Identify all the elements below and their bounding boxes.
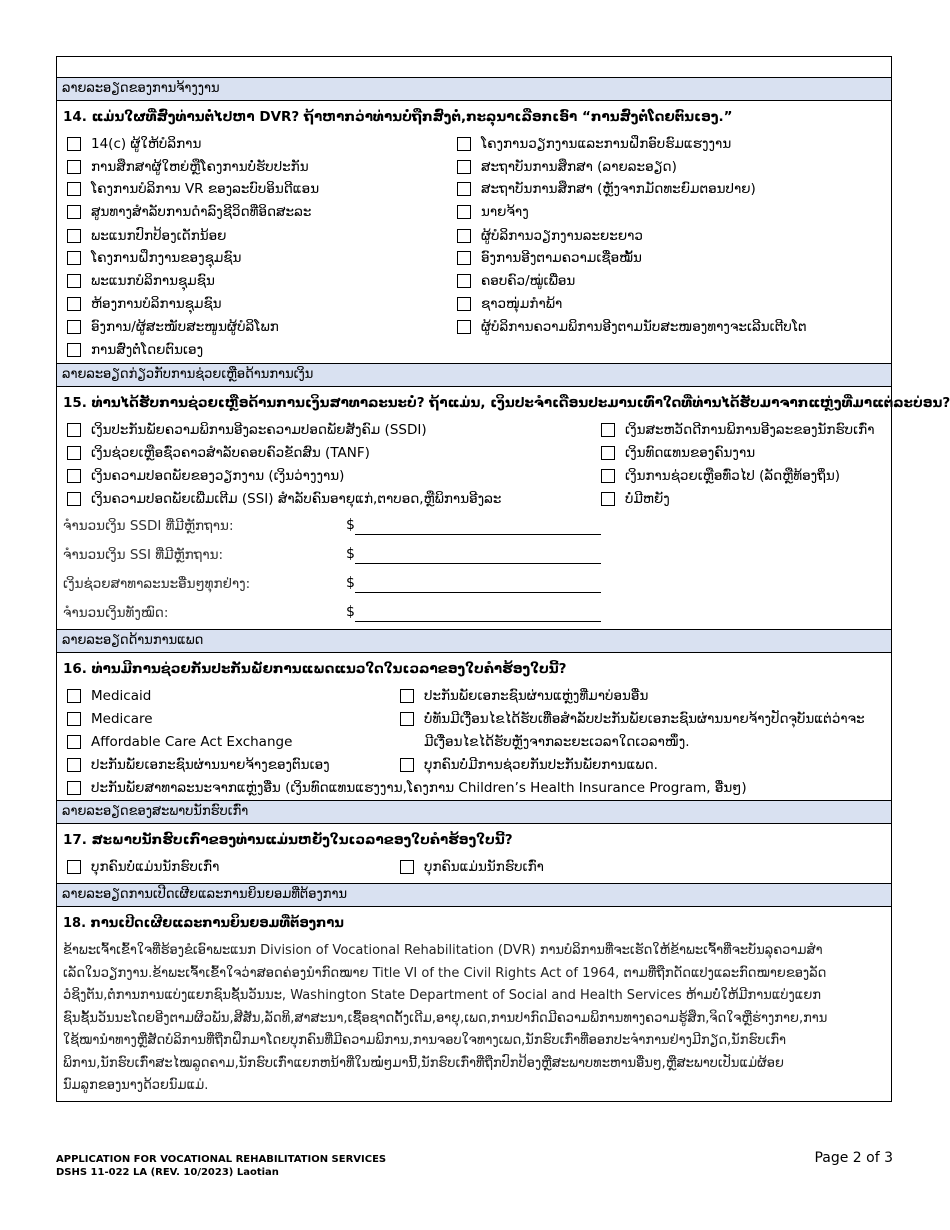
dollar-sign: $: [346, 575, 355, 591]
checkbox[interactable]: [67, 160, 81, 174]
checkbox[interactable]: [67, 205, 81, 219]
checkbox[interactable]: [67, 423, 81, 437]
dollar-sign: $: [346, 546, 355, 562]
checkbox-option[interactable]: ປະກັນພັຍເອກະຊົນຜ່ານແຫຼ່ງທີ່ມາບ່ອນອື່ນ: [400, 687, 648, 705]
checkbox-option[interactable]: ເງິນສະຫວັດດີການພິການອີງລະຂອງນັກຮົບເກົ່າ: [601, 421, 875, 439]
checkbox[interactable]: [457, 320, 471, 334]
checkbox-option[interactable]: 14(c) ຜູ້ໃຫ້ບໍລິການ: [67, 135, 201, 153]
question-17: 17. ສະພາບນັກຮົບເກົ່າຂອງທ່ານແມ່ນຫຍັງໃນເວລາຂອງໃບຄໍາຮ້ອງໃບນີ້?: [63, 832, 513, 848]
checkbox[interactable]: [67, 735, 81, 749]
checkbox[interactable]: [457, 229, 471, 243]
checkbox[interactable]: [601, 469, 615, 483]
checkbox[interactable]: [457, 274, 471, 288]
checkbox[interactable]: [601, 492, 615, 506]
question-14: 14. ແມ່ນໃຜທີ່ສົ່ງທ່ານຕໍ່ໄປຫາ DVR? ຖ້າຫາກວ່າທ່ານບໍ່ຖືກສົ່ງຕໍ່,ກະລຸນາເລືອກເອົາ “ການສົ່ງຕໍ່ໂດຍຕົນເອງ.”: [63, 109, 733, 125]
checkbox[interactable]: [67, 274, 81, 288]
financial-section-header: ລາຍລະອຽດກ່ຽວກັບການຊ່ວຍເຫຼືອດ້ານການເງິນ: [57, 363, 891, 387]
veteran-section-header: ລາຍລະອຽດຂອງສະພາບນັກຮົບເກົ່າ: [57, 800, 891, 824]
employment-section-header: ລາຍລະອຽດຂອງການຈ້າງງານ: [57, 77, 891, 101]
page-number: Page 2 of 3: [814, 1150, 893, 1166]
checkbox[interactable]: [67, 781, 81, 795]
checkbox[interactable]: [457, 182, 471, 196]
question-15: 15. ທ່ານໄດ້ຮັບການຊ່ວຍເຫຼືອດ້ານການເງິນສາທາລະນະບໍ່? ຖ້າແມ່ນ, ເງິນປະຈໍາເດືອນປະມານເທົ່າໃດທີ່ທ່ານໄດ້ຮັບມາຈາກແຫຼ່ງທີ່ມາແຕ່ລະບ່ອນ?: [63, 395, 950, 411]
checkbox-option[interactable]: ເງິນການຊ່ວຍເຫຼືອທົ່ວໄປ (ລັດຫຼືທ້ອງຖິ່ນ): [601, 467, 840, 485]
checkbox[interactable]: [457, 137, 471, 151]
amount-input[interactable]: [355, 533, 601, 535]
checkbox-option[interactable]: ຄອບຄົວ/ໝູ່ເພື່ອນ: [457, 272, 575, 290]
checkbox-option[interactable]: ເງິນຄວາມປອດພັຍຂອງວຽກງານ (ເງິນວ່າງງານ): [67, 467, 344, 485]
question-18: 18. ການເປີດເຜີຍແລະການຍິນຍອມທີ່ຕ້ອງການ: [63, 916, 344, 931]
checkbox[interactable]: [67, 137, 81, 151]
amount-input[interactable]: [355, 562, 601, 564]
question-16: 16. ທ່ານມີການຊ່ວຍກັນປະກັນພັຍການແພດແນວໃດໃນເວລາຂອງໃບຄໍາຮ້ອງໃບນີ້?: [63, 661, 567, 677]
checkbox-option[interactable]: ບຸກຄົນບໍ່ແມ່ນນັກຮົບເກົ່າ: [67, 858, 219, 876]
checkbox-option[interactable]: ນາຍຈ້າງ: [457, 203, 529, 221]
checkbox-option[interactable]: ປະກັນພັຍສາທາລະນະຈາກແຫຼ່ງອື່ນ (ເງິນທົດແທນແຮງງານ,ໂຄງການ Children’s Health Insurance Program, ອື່ນໆ): [67, 779, 747, 797]
checkbox-option[interactable]: ຜູ້ບໍລິການວຽກງານລະຍະຍາວ: [457, 227, 643, 245]
checkbox[interactable]: [67, 182, 81, 196]
checkbox[interactable]: [67, 320, 81, 334]
checkbox[interactable]: [457, 160, 471, 174]
checkbox-option[interactable]: ເງິນຄວາມປອດພັຍເພີ່ມເຕີມ (SSI) ສໍາລັບຄົນອາຍຸແກ່,ຕາບອດ,ຫຼືພິການອີງລະ: [67, 490, 501, 508]
checkbox-option[interactable]: ພະແນກບໍລິການຊຸມຊົນ: [67, 272, 215, 290]
checkbox-option[interactable]: ອົງການ/ຜູ້ສະໜັບສະໜູນຜູ້ບໍລິໂພກ: [67, 318, 279, 336]
checkbox-option[interactable]: ພະແນກປົກປ້ອງເດັກນ້ອຍ: [67, 227, 226, 245]
checkbox[interactable]: [67, 251, 81, 265]
checkbox[interactable]: [67, 297, 81, 311]
checkbox-option[interactable]: ສູນທາງສໍາລັບການດໍາລົງຊີວິດທີ່ອິດສະລະ: [67, 203, 311, 221]
checkbox[interactable]: [67, 469, 81, 483]
checkbox-option[interactable]: ອົງການອີງຕາມຄວາມເຊື່ອໝັ້ນ: [457, 249, 642, 267]
checkbox-option[interactable]: ການສຶກສາຜູ້ໃຫຍ່ຫຼືໂຄງການບໍ່ຮັບປະກັນ: [67, 158, 309, 176]
dollar-sign: $: [346, 604, 355, 620]
checkbox-option[interactable]: ບຸກຄົນບໍ່ມີການຊ່ວຍກັນປະກັນພັຍການແພດ.: [400, 756, 658, 774]
checkbox-option[interactable]: Medicaid: [67, 687, 151, 705]
checkbox[interactable]: [601, 423, 615, 437]
amount-input[interactable]: [355, 591, 601, 593]
dollar-sign: $: [346, 517, 355, 533]
checkbox[interactable]: [67, 758, 81, 772]
checkbox[interactable]: [67, 712, 81, 726]
checkbox-option[interactable]: ສະຖາບັນການສຶກສາ (ຫຼັງຈາກມັດທະຍົມຕອນປາຍ): [457, 180, 756, 198]
checkbox-option[interactable]: ຊາວໜຸ່ມກໍາພ້າ: [457, 295, 562, 313]
checkbox[interactable]: [67, 689, 81, 703]
application-form: [56, 56, 950, 1102]
option-continuation: ມີເງື່ອນໄຂໄດ້ຮັບຫຼັງຈາກລະຍະເວລາໃດເວລາໜຶ່ງ.: [424, 734, 690, 750]
amount-input[interactable]: [355, 620, 601, 622]
amount-label: ເງິນຊ່ວຍສາທາລະນະອື່ນໆທຸກຢ່າງ:: [63, 576, 251, 592]
checkbox[interactable]: [601, 446, 615, 460]
checkbox-option[interactable]: ເງິນປະກັນພັຍຄວາມພິການອີງລະຄວາມປອດພັຍສັງຄົມ (SSDI): [67, 421, 427, 439]
checkbox[interactable]: [67, 446, 81, 460]
amount-label: ຈໍານວນເງິນທັງໝົດ:: [63, 605, 169, 621]
checkbox[interactable]: [67, 860, 81, 874]
disclosure-section-header: ລາຍລະອຽດການເປີດເຜີຍແລະການຍິນຍອມທີ່ຕ້ອງການ: [57, 883, 891, 907]
checkbox[interactable]: [400, 712, 414, 726]
checkbox-option[interactable]: ສະຖາບັນການສຶກສາ (ລາຍລະອຽດ): [457, 158, 677, 176]
checkbox-option[interactable]: ເງິນທົດແທນຂອງຄົນງານ: [601, 444, 755, 462]
checkbox-option[interactable]: ບໍ່ທັນມີເງື່ອນໄຂໄດ້ຮັບເທື່ອສໍາລັບປະກັນພັຍເອກະຊົນຜ່ານນາຍຈ້າງປັດຈຸບັນແຕ່ວ່າຈະ: [400, 710, 865, 728]
amount-label: ຈໍານວນເງິນ SSDI ທີ່ມີຫຼັກຖານ:: [63, 518, 234, 534]
checkbox-option[interactable]: ປະກັນພັຍເອກະຊົນຜ່ານນາຍຈ້າງຂອງຕົນເອງ: [67, 756, 330, 774]
checkbox[interactable]: [457, 297, 471, 311]
checkbox[interactable]: [400, 758, 414, 772]
form-id: DSHS 11-022 LA (REV. 10/2023) Laotian: [56, 1167, 279, 1178]
checkbox[interactable]: [67, 343, 81, 357]
checkbox-option[interactable]: Medicare: [67, 710, 153, 728]
checkbox[interactable]: [67, 492, 81, 506]
checkbox-option[interactable]: ໂຄງການວຽກງານແລະການຝຶກອົບຮົມແຮງງານ: [457, 135, 731, 153]
checkbox-option[interactable]: ການສົ່ງຕໍ່ໂດຍຕົນເອງ: [67, 341, 203, 359]
checkbox-option[interactable]: ໂຄງການຝຶກງານຂອງຊຸມຊົນ: [67, 249, 241, 267]
checkbox-option[interactable]: ບຸກຄົນແມ່ນນັກຮົບເກົ່າ: [400, 858, 544, 876]
checkbox-option[interactable]: ຜູ້ບໍລິການຄວາມພິການອີງຕາມນັບສະໜອງທາງຈະເລີນເຕີບໂຕ: [457, 318, 807, 336]
checkbox-option[interactable]: ຫ້ອງການບໍລິການຊຸມຊົນ: [67, 295, 222, 313]
checkbox-option[interactable]: ເງິນຊ່ວຍເຫຼືອຊົ່ວຄາວສໍາລັບຄອບຄົວຂັດສົນ (TANF): [67, 444, 370, 462]
checkbox-option[interactable]: Affordable Care Act Exchange: [67, 733, 292, 751]
amount-label: ຈໍານວນເງິນ SSI ທີ່ມີຫຼັກຖານ:: [63, 547, 224, 563]
checkbox[interactable]: [457, 205, 471, 219]
form-title: APPLICATION FOR VOCATIONAL REHABILITATION SERVICES: [56, 1154, 387, 1165]
checkbox[interactable]: [400, 860, 414, 874]
checkbox[interactable]: [67, 229, 81, 243]
disclosure-text: ຂ້າພະເຈົ້າເຂົ້າໃຈທີ່ຮ້ອງຂໍເອົາພະແນກ Division of Vocational Rehabilitation (DVR) ການບໍລິການທີ່ຈະເຮັດໃຫ້ຂ້າພະເຈົ້າທີ່ຈະບັນລຸຄວາມສໍາ ເລັດໃນວຽກງານ.ຂ້າພະເຈົ້າເຂົ້າໃຈວ່າສອດຄ່ອງນໍາກົດໝາຍ Title VI of the Civil Rights Act of 1964, ຕາມທີ່ຖືກດັດແປງແລະກົດໝາຍຂອງລັດ ວໍຊິງຕັນ,ຕໍ່ການການແບ່ງແຍກຊົນຊັ້ນວັນນະ, Washington State Department of Social and Health Services ຫ້າມບໍ່ໃຫ້ມີການແບ່ງແຍກ ຊົນຊັ້ນວັນນະໂດຍອີງຕາມຜິວພັນ,ສີສັນ,ລັດທິ,ສາສະນາ,ເຊື້ອຊາດດັ້ງເດີມ,ອາຍຸ,ເພດ,ການປາກົດມີຄວາມພິການທາງຄວາມຮູ້ສຶກ,ຈິດໃຈຫຼືຮ່າງກາຍ,ການ ໃຊ້ໝານໍາທາງຫຼືສັດບໍລິການທີ່ຖືກຝຶກມາໂດຍບຸກຄົນທີ່ມີຄວາມພິການ,ການຈອບໃຈທາງເພດ,ນັກຮົບເກົ່າທີ່ອອກປະຈໍາການຢ່າງມີກຽດ,ນັກຮົບເກົ່າ ພິການ,ນັກຮົບເກົ່າສະໄໝລູດຄາມ,ນັກຮົບເກົ່າແຍກຫນ້າທີ່ໃນໝໍ່ໆມານີ້,ນັກຮົບເກົ່າທີ່ຖືກປົກປ້ອງຫຼືສະພາບທະຫານອື່ນໆ,ຫຼືສະພາບເປັນແມ່ຜ້ອຍ ນົມລູກຂອງນາງດ້ວຍນົມແມ່.: [63, 943, 828, 1093]
medical-section-header: ລາຍລະອຽດດ້ານການແພດ: [57, 629, 891, 653]
checkbox[interactable]: [457, 251, 471, 265]
checkbox-option[interactable]: ໂຄງການບໍລິການ VR ຂອງລະບົບອິນດີແອນ: [67, 180, 319, 198]
checkbox[interactable]: [400, 689, 414, 703]
checkbox-option[interactable]: ບໍ່ມີຫຍັງ: [601, 490, 670, 508]
